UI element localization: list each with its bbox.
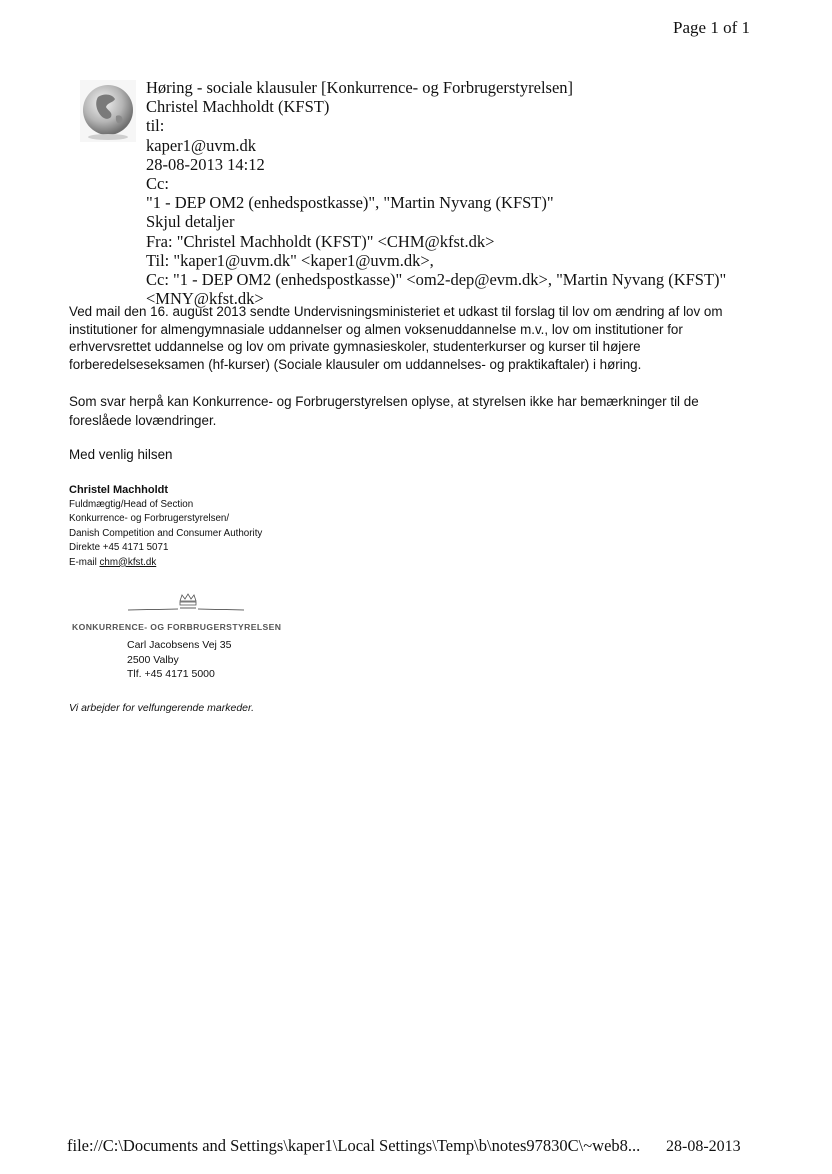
email-subject: Høring - sociale klausuler [Konkurrence- og Forbrugerstyrelsen] xyxy=(146,78,574,97)
signature-org-en: Danish Competition and Consumer Authority xyxy=(69,527,263,539)
cc-label: Cc: xyxy=(146,174,169,194)
page-number: Page 1 of 1 xyxy=(673,18,750,37)
address-city: 2500 Valby xyxy=(127,653,179,666)
to-full: Til: "kaper1@uvm.dk" <kaper1@uvm.dk>, xyxy=(146,250,434,270)
signature-block xyxy=(69,483,262,570)
hide-details-link[interactable]: Skjul detaljer xyxy=(146,212,235,232)
footer-file-path: file://C:\Documents and Settings\kaper1\Local Settings\Temp\b\notes97830C\~web8... xyxy=(67,1136,641,1155)
to-label: til: xyxy=(146,116,165,136)
signature-email-link[interactable]: chm@kfst.dk xyxy=(99,556,157,568)
cc-full-line1: Cc: "1 - DEP OM2 (enhedspostkasse)" <om2-dep@evm.dk>, "Martin Nyvang (KFST)" xyxy=(146,270,727,290)
tagline: Vi arbejder for velfungerende markeder. xyxy=(69,702,255,714)
address-phone: Tlf. +45 4171 5000 xyxy=(127,668,215,680)
organization-logo xyxy=(72,592,307,632)
signature-title: Fuldmægtig/Head of Section xyxy=(69,498,194,510)
footer-date: 28-08-2013 xyxy=(666,1138,741,1155)
to-value: kaper1@uvm.dk xyxy=(146,135,257,155)
cc-full-line2: <MNY@kfst.dk> xyxy=(146,289,264,309)
signature-email-line xyxy=(69,556,262,571)
signature-org-dk: Konkurrence- og Forbrugerstyrelsen/ xyxy=(69,513,230,524)
signature-name: Christel Machholdt xyxy=(69,484,169,496)
signature-phone: Direkte +45 4171 5071 xyxy=(69,542,169,553)
body-paragraph-2: Som svar herpå kan Konkurrence- og Forbrugerstyrelsen oplyse, at styrelsen ikke har bemærkninger til de foreslåede lovændringer. xyxy=(69,394,699,428)
sender-avatar-globe-icon xyxy=(80,80,136,142)
logo-text: KONKURRENCE- OG FORBRUGERSTYRELSEN xyxy=(72,622,282,632)
crown-icon xyxy=(180,594,196,605)
email-header xyxy=(146,78,726,308)
cc-value: "1 - DEP OM2 (enhedspostkasse)", "Martin Nyvang (KFST)" xyxy=(146,193,554,213)
address-street: Carl Jacobsens Vej 35 xyxy=(127,639,232,651)
email-sender: Christel Machholdt (KFST) xyxy=(146,97,330,117)
from-full: Fra: "Christel Machholdt (KFST)" <CHM@kfst.dk> xyxy=(146,231,495,251)
body-paragraph-1: Ved mail den 16. august 2013 sendte Undervisningsministeriet et udkast til forslag til lov om ændring af lov om institutioner for almengymnasiale uddannelser og almen voksenuddannelse m.v., lov om institutioner for erhvervsrettet uddannelse og lov om private gymnasieskoler, studenterkurser og kurser til højere forberedelseseksamen (hf-kurser) (Sociale klausuler om uddannelses- og praktikaftaler) i høring. xyxy=(69,304,723,372)
greeting: Med venlig hilsen xyxy=(69,447,173,462)
address-block xyxy=(127,638,231,682)
email-date: 28-08-2013 14:12 xyxy=(146,154,265,174)
email-label: E-mail xyxy=(69,556,100,568)
